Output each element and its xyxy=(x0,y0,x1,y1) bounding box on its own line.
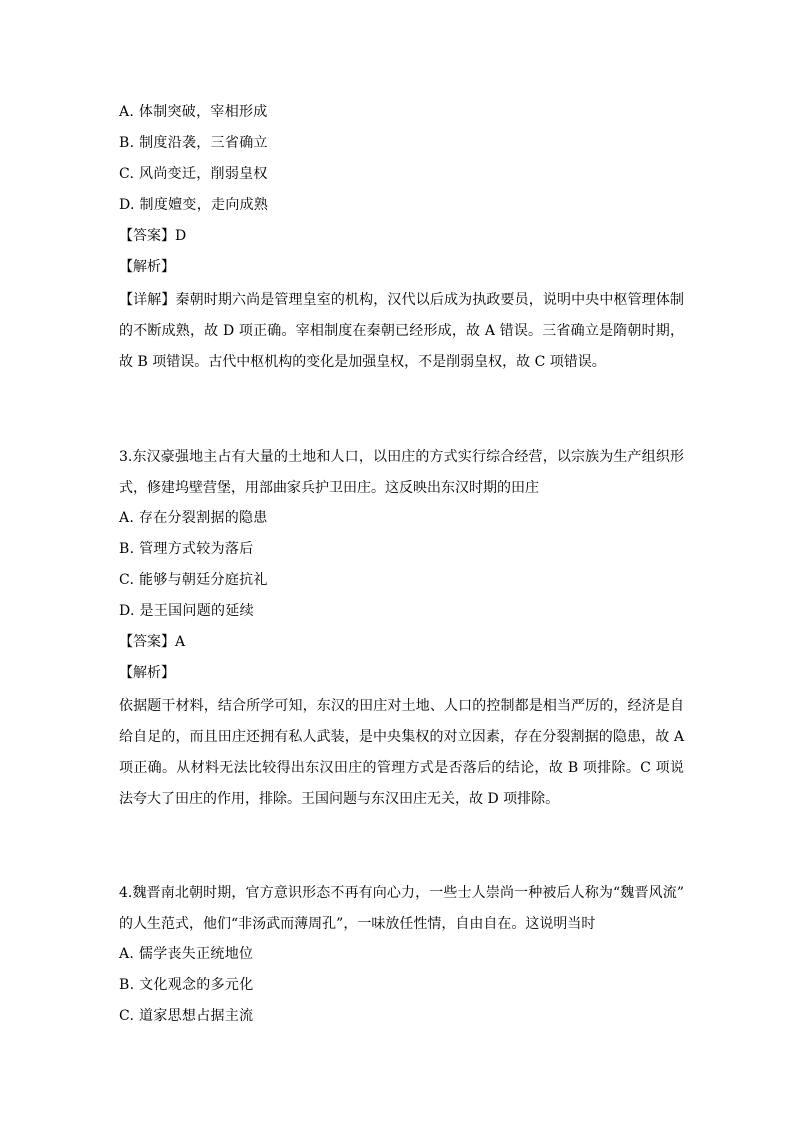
q4-option-a: A. 儒学丧失正统地位 xyxy=(119,946,254,962)
q3-answer: 【答案】A xyxy=(119,634,186,650)
q3-analysis-line: 法夸大了田庄的作用，排除。王国问题与东汉田庄无关，故 D 项排除。 xyxy=(119,791,560,807)
q3-option-c: C. 能够与朝廷分庭抗礼 xyxy=(119,572,268,588)
q3-analysis-line: 项正确。从材料无法比较得出东汉田庄的管理方式是否落后的结论，故 B 项排除。C 项说 xyxy=(119,760,684,776)
q2-option-d: D. 制度嬗变，走向成熟 xyxy=(119,197,269,213)
q4-stem-line: 的人生范式，他们“非汤武而薄周孔”，一味放任性情，自由自在。这说明当时 xyxy=(119,916,596,932)
q2-option-a: A. 体制突破，宰相形成 xyxy=(119,104,268,120)
q4-option-c: C. 道家思想占据主流 xyxy=(119,1008,254,1024)
q2-analysis-label: 【解析】 xyxy=(119,259,175,275)
q4-option-b: B. 文化观念的多元化 xyxy=(119,977,254,993)
q3-analysis-line: 给自足的，而且田庄还拥有私人武装，是中央集权的对立因素，存在分裂割据的隐患，故 A xyxy=(119,729,684,745)
q2-detail-line: 的不断成熟，故 D 项正确。宰相制度在秦朝已经形成，故 A 错误。三省确立是隋朝时期， xyxy=(119,323,684,339)
q3-stem-line: 3.东汉豪强地主占有大量的土地和人口，以田庄的方式实行综合经营，以宗族为生产组织形 xyxy=(119,449,684,465)
q3-option-d: D. 是王国问题的延续 xyxy=(119,603,254,619)
q4-stem-line: 4.魏晋南北朝时期，官方意识形态不再有向心力，一些士人崇尚一种被后人称为“魏晋风流” xyxy=(119,885,684,901)
q2-answer: 【答案】D xyxy=(119,228,187,244)
q2-detail-line: 故 B 项错误。古代中枢机构的变化是加强皇权，不是削弱皇权，故 C 项错误。 xyxy=(119,354,606,370)
q3-stem-line: 式，修建坞壁营堡，用部曲家兵护卫田庄。这反映出东汉时期的田庄 xyxy=(119,480,539,496)
q2-option-c: C. 风尚变迁，削弱皇权 xyxy=(119,166,268,182)
q3-analysis-line: 依据题干材料，结合所学可知，东汉的田庄对土地、人口的控制都是相当严厉的，经济是自 xyxy=(119,698,684,714)
q3-analysis-label: 【解析】 xyxy=(119,665,175,681)
q2-detail-line: 【详解】秦朝时期六尚是管理皇室的机构，汉代以后成为执政要员，说明中央中枢管理体制 xyxy=(119,292,684,308)
q3-option-b: B. 管理方式较为落后 xyxy=(119,541,254,557)
q3-option-a: A. 存在分裂割据的隐患 xyxy=(119,510,268,526)
q2-option-b: B. 制度沿袭，三省确立 xyxy=(119,135,268,151)
